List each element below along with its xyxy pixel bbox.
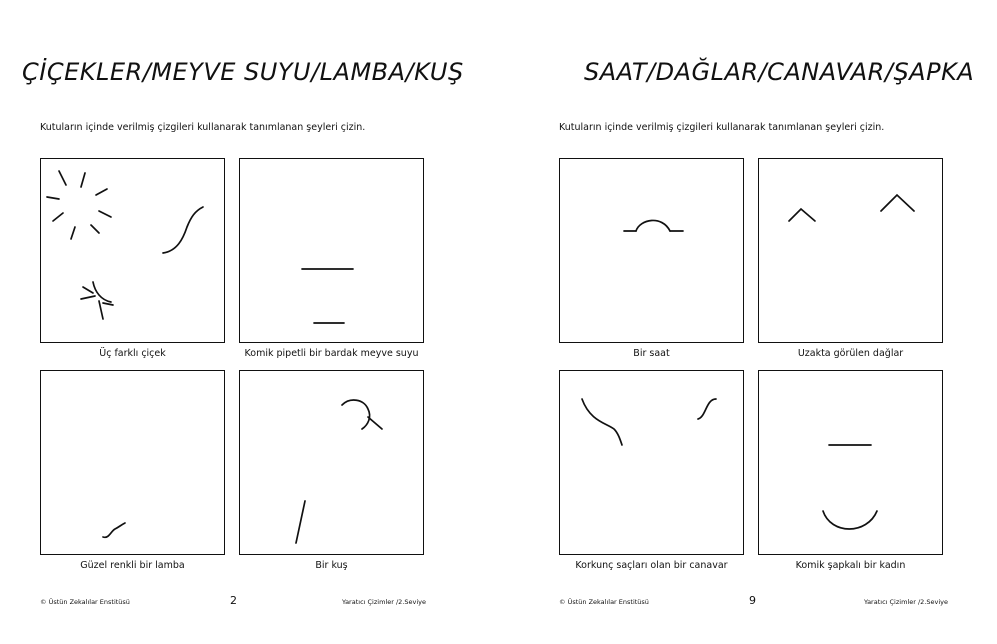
drawing-box-juice[interactable] xyxy=(239,158,424,343)
footer-series: Yaratıcı Çizimler /2.Seviye xyxy=(864,598,948,606)
instruction-text: Kutuların içinde verilmiş çizgileri kullanarak tanımlanan şeyleri çizin. xyxy=(559,122,885,133)
prompt-lines-lamp xyxy=(41,371,224,554)
footer-publisher: © Üstün Zekalılar Enstitüsü xyxy=(559,598,649,606)
prompt-lines-bird xyxy=(240,371,423,554)
caption-mountains: Uzakta görülen dağlar xyxy=(797,348,904,359)
drawing-box-bird[interactable] xyxy=(239,370,424,555)
footer-publisher: © Üstün Zekalılar Enstitüsü xyxy=(40,598,130,606)
caption-bird: Bir kuş xyxy=(315,560,348,571)
caption-juice: Komik pipetli bir bardak meyve suyu xyxy=(244,348,419,359)
instruction-text: Kutuların içinde verilmiş çizgileri kullanarak tanımlanan şeyleri çizin. xyxy=(40,122,366,133)
caption-woman: Komik şapkalı bir kadın xyxy=(795,560,906,571)
prompt-lines-woman xyxy=(759,371,942,554)
footer-series: Yaratıcı Çizimler /2.Seviye xyxy=(342,598,426,606)
prompt-lines-clock xyxy=(560,159,743,342)
page-number: 9 xyxy=(749,594,756,607)
drawing-box-monster[interactable] xyxy=(559,370,744,555)
drawing-box-lamp[interactable] xyxy=(40,370,225,555)
right-page xyxy=(498,0,997,644)
page-title: SAAT/DAĞLAR/CANAVAR/ŞAPKA xyxy=(584,58,975,86)
prompt-lines-flowers xyxy=(41,159,224,342)
caption-monster: Korkunç saçları olan bir canavar xyxy=(575,560,728,571)
left-page xyxy=(0,0,498,644)
prompt-lines-monster xyxy=(560,371,743,554)
prompt-lines-mountains xyxy=(759,159,942,342)
caption-clock: Bir saat xyxy=(633,348,670,359)
drawing-box-mountains[interactable] xyxy=(758,158,943,343)
prompt-lines-juice xyxy=(240,159,423,342)
drawing-box-woman[interactable] xyxy=(758,370,943,555)
page-number: 2 xyxy=(230,594,237,607)
caption-flowers: Üç farklı çiçek xyxy=(99,348,166,359)
drawing-box-clock[interactable] xyxy=(559,158,744,343)
caption-lamp: Güzel renkli bir lamba xyxy=(80,560,185,571)
drawing-box-flowers[interactable] xyxy=(40,158,225,343)
page-title: ÇİÇEKLER/MEYVE SUYU/LAMBA/KUŞ xyxy=(22,58,464,86)
